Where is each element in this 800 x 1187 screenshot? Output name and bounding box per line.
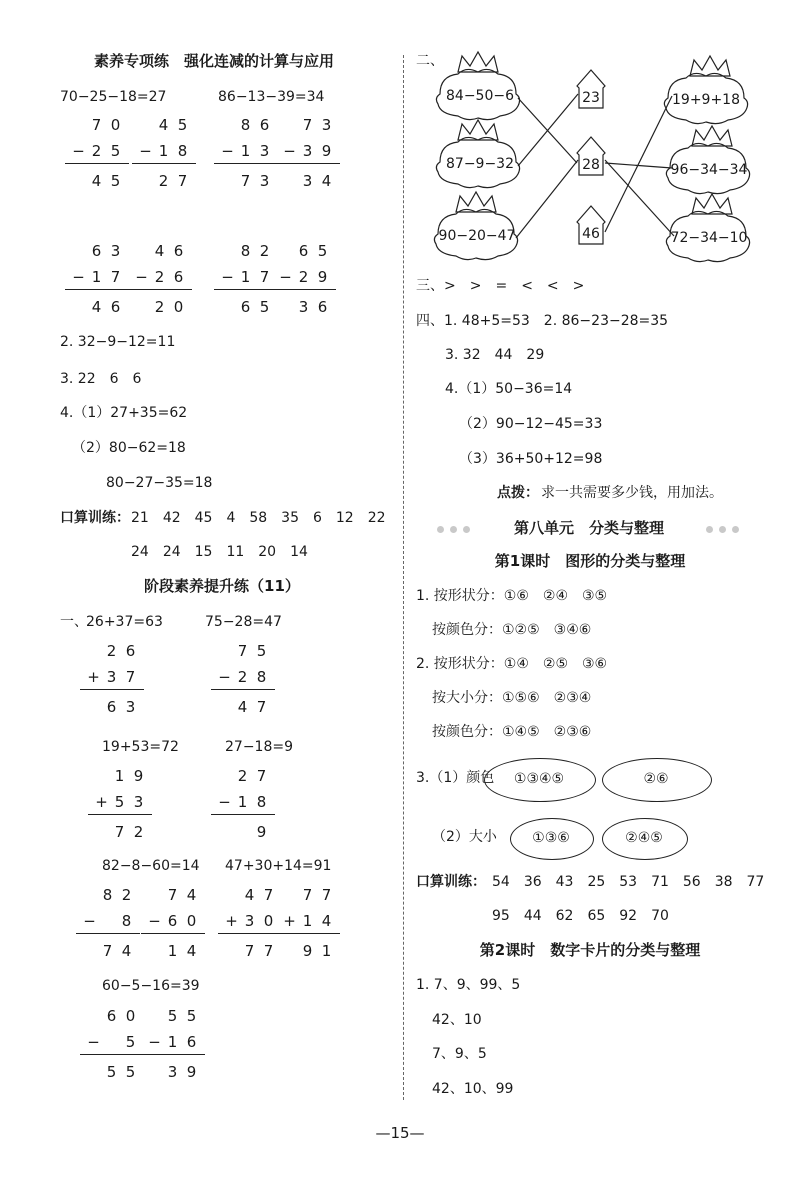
column-digit: 2 <box>298 268 309 286</box>
answer-line: 3. 32 44 29 <box>445 347 545 363</box>
column-operator: − <box>221 142 234 160</box>
crown-icon <box>458 120 498 140</box>
lesson-title: 第1课时 图形的分类与整理 <box>494 552 686 570</box>
column-digit: 1 <box>91 268 102 286</box>
column-operator: − <box>135 268 148 286</box>
answer-line: 按颜色分：①②⑤ ③④⑥ <box>432 622 592 638</box>
match-line <box>518 94 578 166</box>
column-digit: 7 <box>256 698 267 716</box>
column-digit: 8 <box>177 142 188 160</box>
column-digit: 7 <box>167 886 178 904</box>
answer-line: 三、> > = < < > <box>416 278 585 294</box>
column-digit: 4 <box>154 242 165 260</box>
answer-line: 1. 7、9、99、5 <box>416 977 521 993</box>
column-digit: 6 <box>110 298 121 316</box>
expression-label: 90−20−47 <box>438 228 516 244</box>
group-content: ①③④⑤ <box>513 771 565 787</box>
column-digit: 7 <box>237 642 248 660</box>
column-digit: 9 <box>186 1063 197 1081</box>
column-digit: 6 <box>186 1033 197 1051</box>
house-number: 46 <box>582 226 600 242</box>
column-digit: 5 <box>125 1063 136 1081</box>
decor-dot <box>437 526 444 533</box>
stage-title: 阶段素养提升练（11） <box>144 577 300 595</box>
page-number: —15— <box>375 1124 425 1142</box>
column-digit: 7 <box>240 172 251 190</box>
column-digit: 2 <box>91 142 102 160</box>
column-line <box>141 1054 205 1055</box>
column-digit: 5 <box>106 1063 117 1081</box>
group-content: ②④⑤ <box>625 830 663 846</box>
column-digit: 2 <box>237 668 248 686</box>
column-digit: 3 <box>106 668 117 686</box>
column-digit: 7 <box>110 268 121 286</box>
column-digit: 8 <box>121 912 132 930</box>
lesson-title: 第2课时 数字卡片的分类与整理 <box>479 941 701 959</box>
column-digit: 1 <box>240 268 251 286</box>
equation: 3. 22 6 6 <box>60 371 142 387</box>
column-operator: − <box>139 142 152 160</box>
column-digit: 8 <box>256 668 267 686</box>
equation: 19+53=72 <box>102 739 179 755</box>
column-line <box>276 933 340 934</box>
equation: 86−13−39=34 <box>218 89 325 105</box>
crown-icon <box>456 192 496 212</box>
column-digit: 3 <box>110 242 121 260</box>
decor-dot <box>719 526 726 533</box>
column-operator: + <box>283 912 296 930</box>
column-digit: 1 <box>321 942 332 960</box>
answer-line: 1. 按形状分：①⑥ ②④ ③⑤ <box>416 588 608 604</box>
column-digit: 7 <box>102 942 113 960</box>
column-digit: 6 <box>125 642 136 660</box>
oral-answers: 21 42 45 4 58 35 6 12 22 <box>131 510 386 526</box>
equation: 27−18=9 <box>225 739 293 755</box>
column-digit: 5 <box>186 1007 197 1025</box>
column-digit: 3 <box>302 142 313 160</box>
column-digit: 5 <box>259 298 270 316</box>
column-digit: 4 <box>91 172 102 190</box>
column-operator: − <box>218 793 231 811</box>
crown-icon <box>458 52 498 72</box>
answer-line: 按大小分：①⑤⑥ ②③④ <box>432 690 592 706</box>
column-digit: 9 <box>317 268 328 286</box>
column-digit: 2 <box>154 268 165 286</box>
column-digit: 8 <box>256 793 267 811</box>
decor-dot <box>706 526 713 533</box>
house-number: 28 <box>582 157 600 173</box>
column-digit: 3 <box>298 298 309 316</box>
column-digit: 0 <box>173 298 184 316</box>
expression-label: 84−50−6 <box>446 88 514 104</box>
column-operator: + <box>225 912 238 930</box>
oral-answers: 24 24 15 11 20 14 <box>131 544 308 560</box>
expression-label: 72−34−10 <box>670 230 748 246</box>
column-operator: + <box>87 668 100 686</box>
answer-line: 2. 按形状分：①④ ②⑤ ③⑥ <box>416 656 608 672</box>
column-digit: 7 <box>114 823 125 841</box>
column-digit: 5 <box>114 793 125 811</box>
column-digit: 4 <box>321 172 332 190</box>
column-digit: 2 <box>154 298 165 316</box>
column-digit: 5 <box>110 172 121 190</box>
column-digit: 3 <box>321 116 332 134</box>
column-digit: 2 <box>106 642 117 660</box>
answer-line: 3.（1）颜色 <box>416 770 495 786</box>
equation: 70−25−18=27 <box>60 89 167 105</box>
column-digit: 7 <box>177 172 188 190</box>
column-line <box>88 814 152 815</box>
unit-title: 第八单元 分类与整理 <box>513 519 664 537</box>
column-digit: 6 <box>106 1007 117 1025</box>
column-digit: 6 <box>173 268 184 286</box>
column-digit: 4 <box>321 912 332 930</box>
column-digit: 7 <box>259 268 270 286</box>
column-digit: 8 <box>240 242 251 260</box>
answer-line: 4.（1）50−36=14 <box>445 381 573 397</box>
column-operator: + <box>95 793 108 811</box>
tip-label: 点拨： <box>497 485 539 501</box>
column-digit: 1 <box>237 793 248 811</box>
column-digit: 7 <box>125 668 136 686</box>
column-line <box>80 689 144 690</box>
matching-diagram <box>0 0 800 300</box>
column-digit: 0 <box>125 1007 136 1025</box>
equation: 26+37=63 <box>86 614 163 630</box>
column-digit: 5 <box>125 1033 136 1051</box>
column-operator: − <box>87 1033 100 1051</box>
column-digit: 4 <box>91 298 102 316</box>
column-digit: 5 <box>177 116 188 134</box>
column-digit: 3 <box>133 793 144 811</box>
equation: 80−27−35=18 <box>106 475 213 491</box>
column-digit: 5 <box>110 142 121 160</box>
column-digit: 2 <box>158 172 169 190</box>
expression-label: 19+9+18 <box>672 92 740 108</box>
column-digit: 1 <box>167 942 178 960</box>
column-digit: 6 <box>173 242 184 260</box>
column-operator: − <box>72 268 85 286</box>
equation: 一、 <box>60 614 88 630</box>
equation: 4.（1）27+35=62 <box>60 405 188 421</box>
column-digit: 7 <box>321 886 332 904</box>
column-digit: 6 <box>240 298 251 316</box>
column-digit: 0 <box>186 912 197 930</box>
group-content: ①③⑥ <box>532 830 570 846</box>
column-operator: − <box>148 1033 161 1051</box>
equation: 2. 32−9−12=11 <box>60 334 176 350</box>
column-digit: 3 <box>125 698 136 716</box>
column-line <box>76 933 140 934</box>
column-digit: 7 <box>302 116 313 134</box>
oral-answers: 95 44 62 65 92 70 <box>492 908 669 924</box>
column-line <box>218 933 282 934</box>
expression-label: 96−34−34 <box>670 162 748 178</box>
column-line <box>80 1054 144 1055</box>
column-digit: 3 <box>259 142 270 160</box>
column-digit: 0 <box>263 912 274 930</box>
expression-label: 87−9−32 <box>446 156 514 172</box>
column-digit: 3 <box>259 172 270 190</box>
column-digit: 7 <box>244 942 255 960</box>
answer-line: 按颜色分：①④⑤ ②③⑥ <box>432 724 592 740</box>
column-operator: − <box>221 268 234 286</box>
decor-dot <box>450 526 457 533</box>
column-digit: 8 <box>240 116 251 134</box>
column-digit: 3 <box>244 912 255 930</box>
column-digit: 5 <box>167 1007 178 1025</box>
answer-line: 42、10 <box>432 1012 482 1028</box>
answer-line: （3）36+50+12=98 <box>459 451 603 467</box>
column-digit: 2 <box>259 242 270 260</box>
column-digit: 4 <box>121 942 132 960</box>
column-digit: 5 <box>256 642 267 660</box>
column-digit: 6 <box>298 242 309 260</box>
column-operator: − <box>283 142 296 160</box>
column-digit: 4 <box>244 886 255 904</box>
column-digit: 3 <box>167 1063 178 1081</box>
column-digit: 6 <box>167 912 178 930</box>
equation: （2）80−62=18 <box>72 440 186 456</box>
equation: 82−8−60=14 <box>102 858 200 874</box>
column-digit: 2 <box>121 886 132 904</box>
match-line <box>605 160 674 236</box>
column-line <box>211 814 275 815</box>
column-digit: 9 <box>321 142 332 160</box>
oral-label: 口算训练： <box>416 874 486 890</box>
column-digit: 4 <box>158 116 169 134</box>
column-line <box>141 933 205 934</box>
answer-line: （2）90−12−45=33 <box>459 416 603 432</box>
decor-dot <box>732 526 739 533</box>
equation: 75−28=47 <box>205 614 282 630</box>
column-digit: 9 <box>256 823 267 841</box>
column-digit: 6 <box>317 298 328 316</box>
column-digit: 6 <box>91 242 102 260</box>
column-digit: 9 <box>133 767 144 785</box>
section-title: 素养专项练 强化连减的计算与应用 <box>94 52 335 70</box>
column-digit: 1 <box>240 142 251 160</box>
oral-label: 口算训练： <box>60 510 130 526</box>
column-digit: 8 <box>102 886 113 904</box>
column-digit: 1 <box>114 767 125 785</box>
column-digit: 2 <box>237 767 248 785</box>
column-operator: − <box>72 142 85 160</box>
column-operator: − <box>83 912 96 930</box>
answer-line: 四、1. 48+5=53 2. 86−23−28=35 <box>416 313 669 329</box>
column-digit: 7 <box>263 886 274 904</box>
decor-dot <box>463 526 470 533</box>
answer-line: （2）大小 <box>432 829 497 845</box>
column-digit: 4 <box>237 698 248 716</box>
section-label: 二、 <box>416 53 444 69</box>
column-digit: 6 <box>259 116 270 134</box>
column-digit: 7 <box>302 886 313 904</box>
column-digit: 4 <box>186 942 197 960</box>
column-digit: 9 <box>302 942 313 960</box>
column-line <box>211 689 275 690</box>
column-digit: 5 <box>317 242 328 260</box>
column-digit: 1 <box>302 912 313 930</box>
column-digit: 7 <box>91 116 102 134</box>
column-digit: 0 <box>110 116 121 134</box>
column-operator: − <box>218 668 231 686</box>
column-operator: − <box>148 912 161 930</box>
column-digit: 1 <box>158 142 169 160</box>
oral-answers: 54 36 43 25 53 71 56 38 77 <box>492 874 765 890</box>
match-line <box>516 160 578 238</box>
answer-line: 7、9、5 <box>432 1046 487 1062</box>
house-number: 23 <box>582 90 600 106</box>
column-digit: 7 <box>256 767 267 785</box>
column-digit: 1 <box>167 1033 178 1051</box>
column-digit: 6 <box>106 698 117 716</box>
column-digit: 7 <box>263 942 274 960</box>
equation: 60−5−16=39 <box>102 978 200 994</box>
answer-line: 42、10、99 <box>432 1081 514 1097</box>
column-digit: 3 <box>302 172 313 190</box>
column-digit: 4 <box>186 886 197 904</box>
column-digit: 2 <box>133 823 144 841</box>
column-operator: − <box>279 268 292 286</box>
group-content: ②⑥ <box>643 771 669 787</box>
tip-text: 求一共需要多少钱，用加法。 <box>541 485 723 501</box>
equation: 47+30+14=91 <box>225 858 332 874</box>
